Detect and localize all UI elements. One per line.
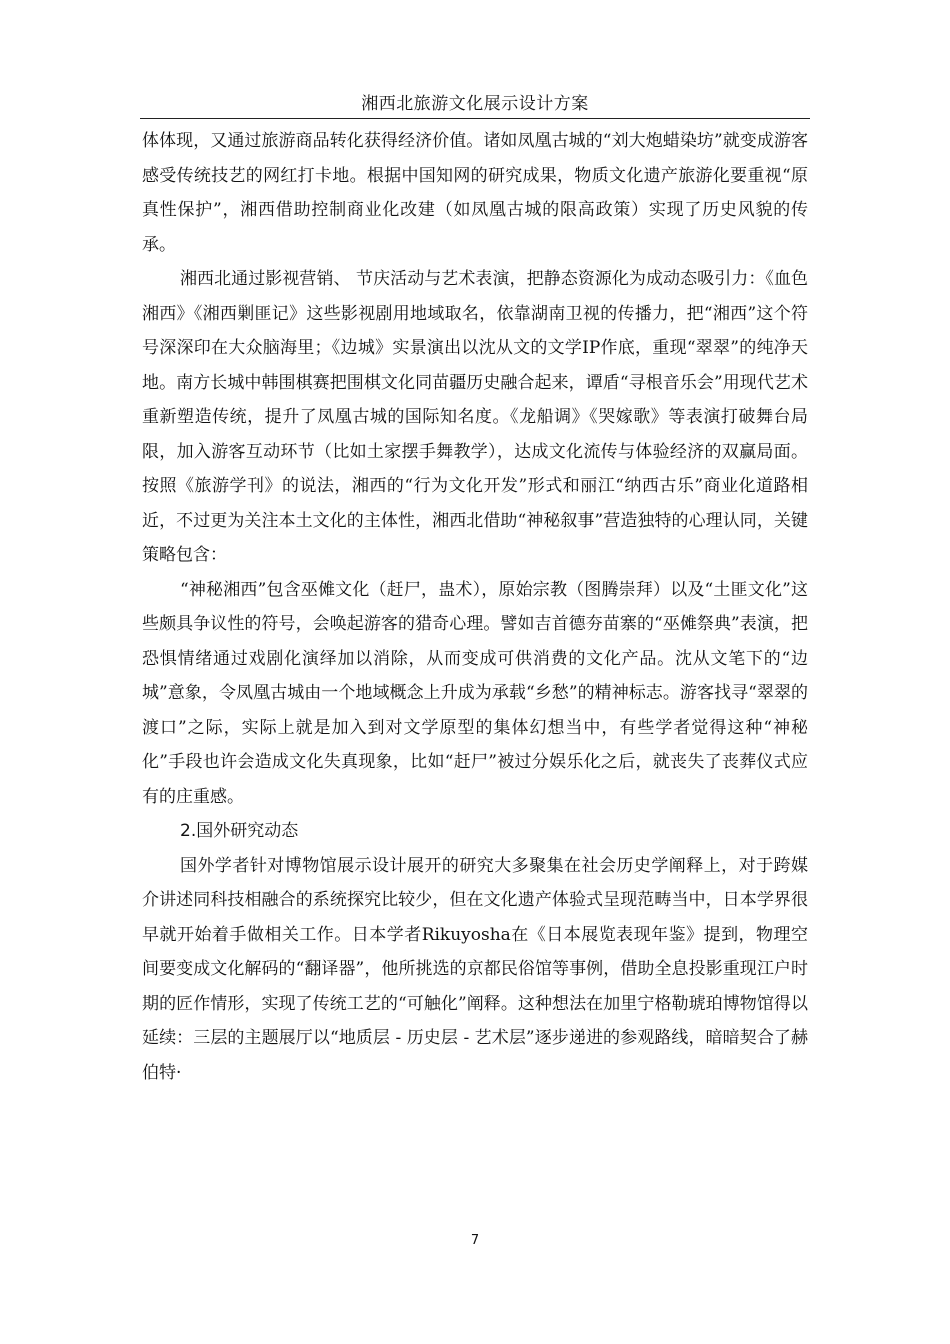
body-text	[142, 124, 808, 1090]
paragraph-mystery-narrative: “神秘湘西”包含巫傩文化（赶尸，蛊术），原始宗教（图腾崇拜）以及“土匪文化”这些颇具争议性的符号，会唤起游客的猎奇心理。譬如吉首德夯苗寨的“巫傩祭典”表演，把恐惧情绪通过戏剧化演绎加以消除，从而变成可供消费的文化产品。沈从文笔下的“边城”意象，令凤凰古城由一个地域概念上升成为承载“乡愁”的精神标志。游客找寻“翠翠的渡口”之际，实际上就是加入到对文学原型的集体幻想当中，有些学者觉得这种“神秘化”手段也许会造成文化失真现象，比如“赶尸”被过分娱乐化之后，就丧失了丧葬仪式应有的庄重感。	[142, 579, 808, 807]
page-number: 7	[470, 1233, 480, 1248]
paragraph-film-festival-marketing: 湘西北通过影视营销、 节庆活动与艺术表演，把静态资源化为成动态吸引力：《血色湘西》《湘西剿匪记》这些影视剧用地域取名，依靠湖南卫视的传播力，把“湘西”这个符号深深印在大众脑海里；《边城》实景演出以沈从文的文学IP作底，重现“翠翠”的纯净天地。南方长城中韩围棋赛把围棋文化同苗疆历史融合起来，谭盾“寻根音乐会”用现代艺术重新塑造传统，提升了凤凰古城的国际知名度。《龙船调》《哭嫁歌》等表演打破舞台局限，加入游客互动环节（比如土家摆手舞教学），达成文化流传与体验经济的双赢局面。按照《旅游学刊》的说法，湘西的“行为文化开发”形式和丽江“纳西古乐”商业化道路相近，不过更为关注本土文化的主体性，湘西北借助“神秘叙事”营造独特的心理认同，关键策略包含：	[142, 269, 808, 565]
section-heading-foreign-research: 2.国外研究动态	[180, 821, 299, 841]
running-header: 湘西北旅游文化展示设计方案	[361, 94, 589, 114]
paragraph-continuation: 体体现，又通过旅游商品转化获得经济价值。诸如凤凰古城的“刘大炮蜡染坊”就变成游客感受传统技艺的网红打卡地。根据中国知网的研究成果，物质文化遗产旅游化要重视“原真性保护”，湘西借助控制商业化改建（如凤凰古城的限高政策）实现了历史风貌的传承。	[142, 131, 808, 255]
header-divider	[140, 118, 810, 119]
paragraph-foreign-research: 国外学者针对博物馆展示设计展开的研究大多聚集在社会历史学阐释上，对于跨媒介讲述同科技相融合的系统探究比较少，但在文化遗产体验式呈现范畴当中，日本学界很早就开始着手做相关工作。日本学者Rikuyosha在《日本展览表现年鉴》提到，物理空间要变成文化解码的“翻译器”，他所挑选的京都民俗馆等事例，借助全息投影重现江户时期的匠作情形，实现了传统工艺的“可触化”阐释。这种想法在加里宁格勒琥珀博物馆得以延续：三层的主题展厅以“地质层 - 历史层 - 艺术层”逐步递进的参观路线，暗暗契合了赫伯特·	[142, 855, 808, 1083]
